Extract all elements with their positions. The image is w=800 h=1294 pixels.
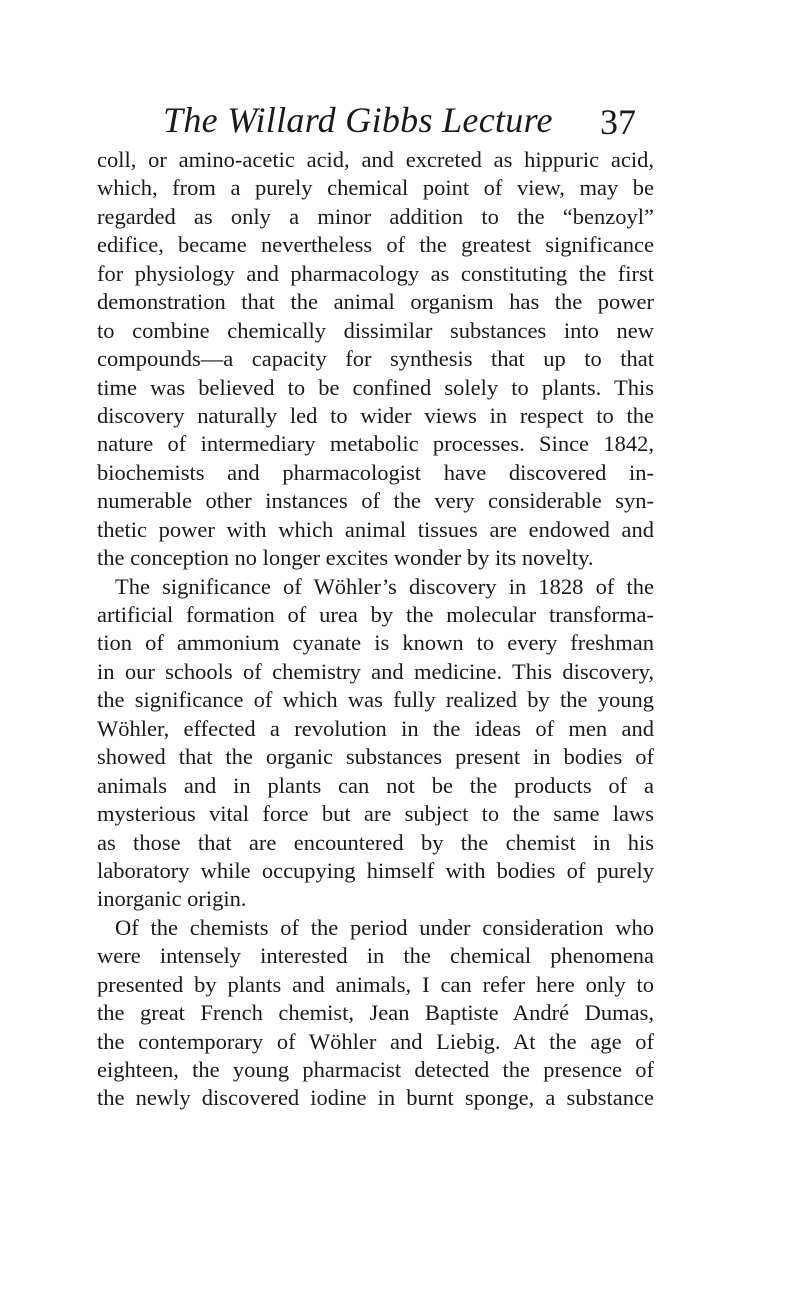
text-line: which, from a purely chemical point of view, may be xyxy=(97,175,654,201)
paragraph-1 xyxy=(97,146,654,573)
text-line: the newly discovered iodine in burnt sponge, a substance xyxy=(97,1085,654,1111)
text-line: The significance of Wöhler’s discovery in 1828 of the xyxy=(115,573,654,599)
text-line: the contemporary of Wöhler and Liebig. At the age of xyxy=(97,1028,654,1054)
text-line: as those that are encountered by the chemist in his xyxy=(97,829,654,855)
text-line: presented by plants and animals, I can refer here only to xyxy=(97,971,654,997)
text-line: to combine chemically dissimilar substances into new xyxy=(97,317,654,343)
running-head xyxy=(0,98,800,148)
text-line: artificial formation of urea by the molecular transforma- xyxy=(97,602,654,627)
text-line: tion of ammonium cyanate is known to every freshman xyxy=(97,630,654,656)
text-line: Wöhler, effected a revolution in the ideas of men and xyxy=(97,715,654,741)
text-line: demonstration that the animal organism has the power xyxy=(97,289,654,315)
text-line: regarded as only a minor addition to the “benzoyl” xyxy=(97,203,654,229)
text-line: animals and in plants can not be the products of a xyxy=(97,772,654,798)
text-line: thetic power with which animal tissues are endowed and xyxy=(97,516,654,542)
text-line: the significance of which was fully realized by the young xyxy=(97,687,654,713)
running-head-title: The Willard Gibbs Lecture xyxy=(163,100,553,140)
text-line: laboratory while occupying himself with bodies of purely xyxy=(97,857,654,883)
text-line: compounds—a capacity for synthesis that up to that xyxy=(97,346,654,372)
text-line: in our schools of chemistry and medicine. This discovery, xyxy=(97,658,654,684)
text-line: discovery naturally led to wider views in respect to the xyxy=(97,402,654,428)
paragraph-2 xyxy=(97,573,654,914)
body-text xyxy=(97,146,654,1113)
paragraph-3 xyxy=(97,914,654,1113)
text-line: mysterious vital force but are subject to the same laws xyxy=(97,801,654,827)
text-line: nature of intermediary metabolic processes. Since 1842, xyxy=(97,431,654,457)
text-line: edifice, became nevertheless of the greatest significance xyxy=(97,232,654,258)
text-line: were intensely interested in the chemical phenomena xyxy=(97,943,654,969)
text-line: for physiology and pharmacology as constituting the first xyxy=(97,260,654,286)
text-line: eighteen, the young pharmacist detected the presence of xyxy=(97,1057,654,1082)
text-line: coll, or amino-acetic acid, and excreted as hippuric acid, xyxy=(97,147,654,172)
text-line: Of the chemists of the period under consideration who xyxy=(115,914,654,940)
text-line: numerable other instances of the very considerable syn- xyxy=(97,488,654,514)
page-number: 37 xyxy=(600,102,636,142)
text-line: showed that the organic substances present in bodies of xyxy=(97,744,654,770)
text-line: time was believed to be confined solely to plants. This xyxy=(97,374,654,400)
text-line: the great French chemist, Jean Baptiste André Dumas, xyxy=(97,1000,654,1026)
text-line: inorganic origin. xyxy=(97,886,247,912)
text-line: the conception no longer excites wonder by its novelty. xyxy=(97,545,594,571)
text-line: biochemists and pharmacologist have discovered in- xyxy=(97,459,654,485)
